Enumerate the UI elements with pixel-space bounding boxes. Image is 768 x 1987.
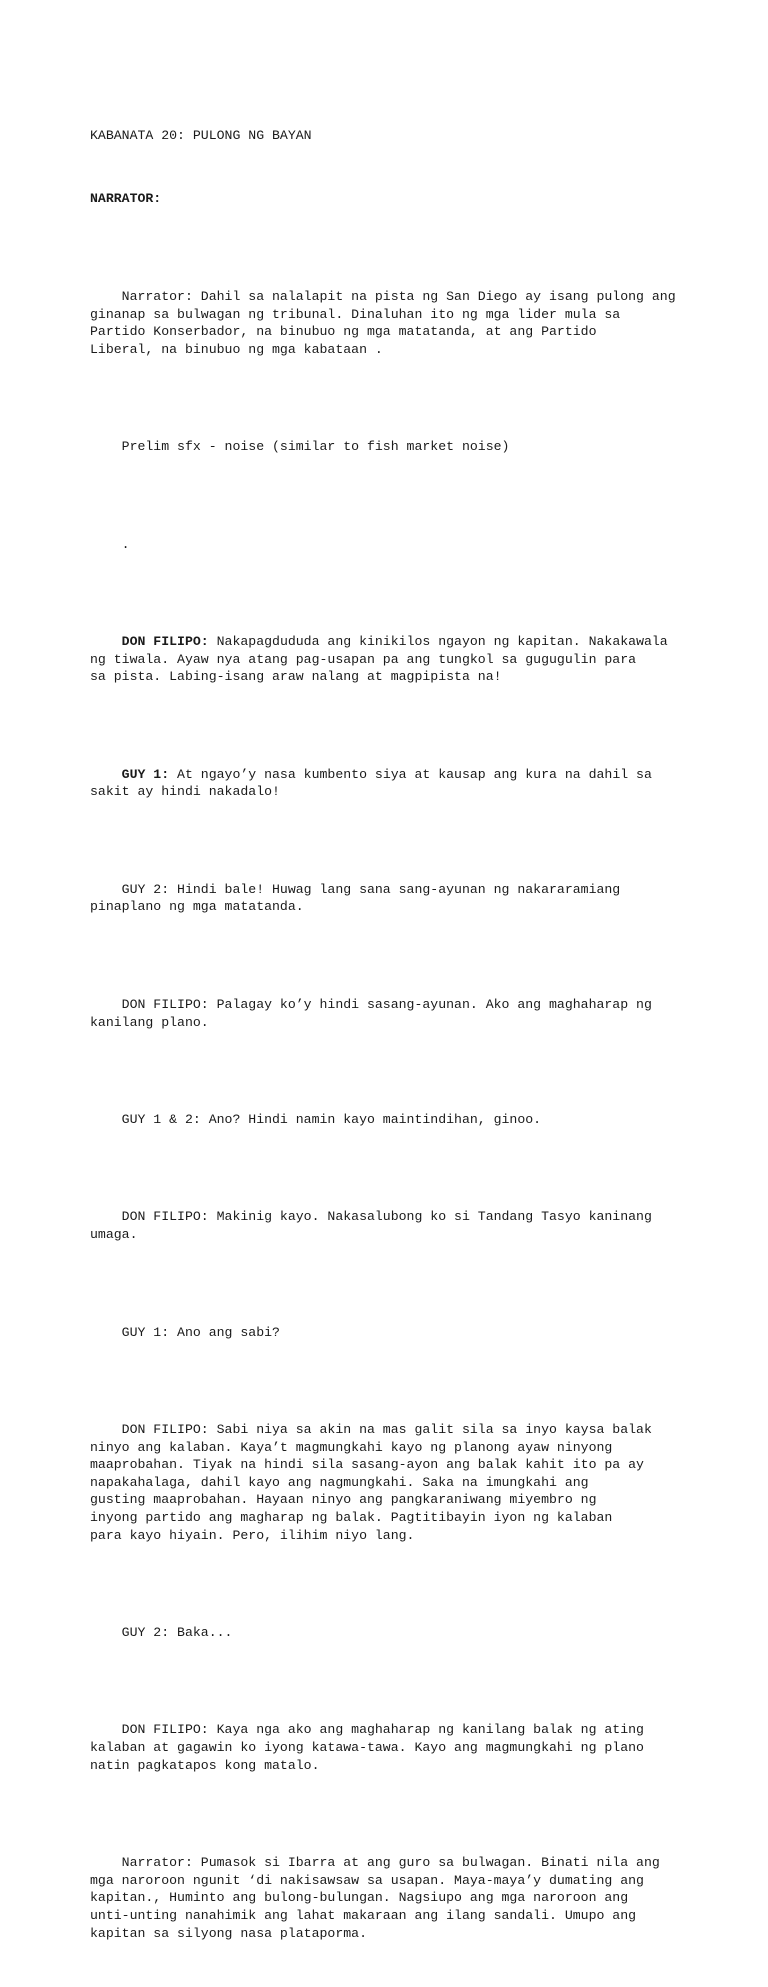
speaker-label: DON FILIPO: — [121, 634, 209, 650]
paragraph-text: GUY 1: Ano ang sabi? — [121, 1324, 280, 1340]
paragraph — [90, 1606, 690, 1659]
paragraph — [90, 616, 690, 704]
paragraph-text: GUY 1 & 2: Ano? Hindi namin kayo maintindihan, ginoo. — [121, 1111, 542, 1127]
paragraph-text: GUY 2: Hindi bale! Huwag lang sana sang-ayunan ng nakararamiang pinaplano ng mga matatanda. — [90, 881, 621, 915]
paragraph — [90, 1306, 690, 1359]
paragraph — [90, 270, 690, 376]
speaker-label: GUY 1: — [121, 766, 170, 782]
paragraph-text: At ngayo’y nasa kumbento siya at kausap ang kura na dahil sa sakit ay hindi nakadalo! — [90, 766, 652, 800]
paragraph-text: Nakapagdududa ang kinikilos ngayon ng kapitan. Nakakawala ng tiwala. Ayaw nya atang pag-usapan pa ang tungkol sa gugugulin para sa pista. Labing-isang araw nalang at magpipista na! — [90, 634, 668, 685]
paragraph — [90, 978, 690, 1048]
paragraph-text: DON FILIPO: Makinig kayo. Nakasalubong ko si Tandang Tasyo kaninang umaga. — [90, 1209, 652, 1243]
paragraph — [90, 748, 690, 818]
paragraph-text: GUY 2: Baka... — [121, 1625, 233, 1640]
narrator-heading: NARRATOR: — [90, 190, 162, 206]
paragraph-text: Narrator: Pumasok si Ibarra at ang guro sa bulwagan. Binati nila ang mga naroroon ngunit ‘di nakisawsaw sa usapan. Maya-maya’y dumating ang kapitan., Huminto ang bulong-bulungan. Nagsiupo ang mga naroroon ang unti-unting nanahimik ang lahat makaraan ang ilang sandali. Umupo ang kapitan sa silyong nasa plataporma. — [90, 1855, 660, 1941]
chapter-title: KABANATA 20: PULONG NG BAYAN — [90, 128, 312, 144]
paragraph-text: Prelim sfx - noise (similar to fish market noise) — [121, 439, 510, 455]
paragraph — [90, 1704, 690, 1792]
paragraph-text: DON FILIPO: Sabi niya sa akin na mas galit sila sa inyo kaysa balak ninyo ang kalaban. Kaya’t magmungkahi kayo ng planong ayaw ninyong maaprobahan. Tiyak na hindi sila sasang-ayon ang balak kahit ito pa ay napakahalaga, dahil kayo ang nagmungkahi. Saka na imungkahi ang gusting maaprobahan. Hayaan ninyo ang pangkaraniwang miyembro ng inyong partido ang magharap ng balak. Pagtitibayin iyon ng kalaban para kayo hiyain. Pero, ilihim niyo lang. — [90, 1421, 652, 1543]
paragraph-text: Narrator: Dahil sa nalalapit na pista ng San Diego ay isang pulong ang ginanap sa bulwagan ng tribunal. Dinaluhan ito ng mga lider mula sa Partido Konserbador, na binubuo ng mga matatanda, at ang Partido Liberal, na binubuo ng mga kabataan . — [90, 288, 676, 357]
paragraph-text: DON FILIPO: Palagay ko’y hindi sasang-ayunan. Ako ang maghaharap ng kanilang plano. — [90, 996, 652, 1030]
paragraph — [90, 1837, 690, 1960]
paragraph — [90, 1093, 690, 1146]
paragraph-text: . — [121, 536, 130, 552]
paragraph — [90, 1191, 690, 1261]
paragraph — [90, 421, 690, 474]
paragraph — [90, 1403, 690, 1561]
script-page — [90, 92, 690, 1987]
paragraph-text: DON FILIPO: Kaya nga ako ang maghaharap ng kanilang balak ng ating kalaban at gagawin ko iyong katawa-tawa. Kayo ang magmungkahi ng plano natin pagkatapos kong matalo. — [90, 1722, 644, 1773]
paragraph — [90, 863, 690, 933]
paragraph — [90, 518, 690, 571]
